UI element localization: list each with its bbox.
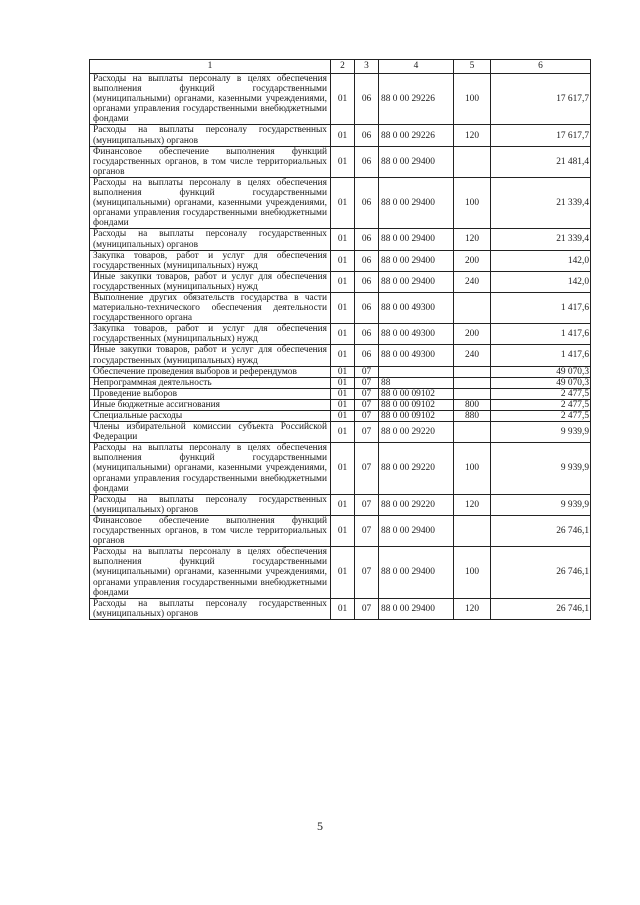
row-subsection-cell: 07	[355, 399, 379, 410]
row-subsection-cell: 07	[355, 547, 379, 598]
row-target-article-cell: 88 0 00 09102	[379, 399, 454, 410]
row-name-cell: Обеспечение проведения выборов и референдумов	[90, 366, 331, 377]
table-row	[90, 515, 591, 546]
row-amount-cell: 2 477,5	[491, 388, 591, 399]
table-row	[90, 125, 591, 146]
row-expense-type-cell: 240	[454, 271, 491, 292]
page-number: 5	[317, 819, 323, 833]
row-expense-type-cell: 120	[454, 598, 491, 619]
row-name-cell: Расходы на выплаты персоналу в целях обеспечения выполнения функций государственными (муниципальными) органами, казенными учреждениями, органами управления государственными внебюджетными фондами	[90, 547, 331, 598]
row-amount-cell: 142,0	[491, 271, 591, 292]
row-expense-type-cell	[454, 292, 491, 323]
table-row	[90, 250, 591, 271]
row-subsection-cell: 07	[355, 443, 379, 494]
row-expense-type-cell: 120	[454, 229, 491, 250]
row-target-article-cell: 88 0 00 29400	[379, 515, 454, 546]
row-section-cell: 01	[331, 229, 355, 250]
row-name-cell: Иные бюджетные ассигнования	[90, 399, 331, 410]
row-target-article-cell: 88 0 00 29220	[379, 422, 454, 443]
row-expense-type-cell: 880	[454, 411, 491, 422]
row-name-cell: Финансовое обеспечение выполнения функций государственных органов, в том числе территориальных органов	[90, 515, 331, 546]
row-expense-type-cell: 240	[454, 345, 491, 366]
row-expense-type-cell: 200	[454, 250, 491, 271]
row-name-cell: Иные закупки товаров, работ и услуг для обеспечения государственных (муниципальных) нужд	[90, 271, 331, 292]
row-amount-cell: 9 939,9	[491, 422, 591, 443]
row-section-cell: 01	[331, 547, 355, 598]
table-row	[90, 146, 591, 177]
row-name-cell: Расходы на выплаты персоналу в целях обеспечения выполнения функций государственными (муниципальными) органами, казенными учреждениями, органами управления государственными внебюджетными фондами	[90, 443, 331, 494]
row-section-cell: 01	[331, 399, 355, 410]
row-amount-cell: 2 477,5	[491, 411, 591, 422]
row-subsection-cell: 07	[355, 411, 379, 422]
row-section-cell: 01	[331, 250, 355, 271]
header-col-2: 2	[331, 60, 355, 74]
table-row	[90, 388, 591, 399]
row-amount-cell: 21 339,4	[491, 229, 591, 250]
row-section-cell: 01	[331, 271, 355, 292]
table-row	[90, 74, 591, 125]
row-target-article-cell: 88 0 00 29400	[379, 177, 454, 228]
row-amount-cell: 17 617,7	[491, 74, 591, 125]
row-subsection-cell: 07	[355, 598, 379, 619]
row-target-article-cell: 88 0 00 09102	[379, 411, 454, 422]
row-amount-cell: 26 746,1	[491, 547, 591, 598]
row-subsection-cell: 07	[355, 515, 379, 546]
table-row	[90, 443, 591, 494]
table-row	[90, 366, 591, 377]
table-header-row	[90, 60, 591, 74]
table-row	[90, 494, 591, 515]
row-target-article-cell: 88 0 00 09102	[379, 388, 454, 399]
row-subsection-cell: 06	[355, 146, 379, 177]
table-body	[90, 60, 591, 620]
row-target-article-cell: 88 0 00 49300	[379, 345, 454, 366]
row-section-cell: 01	[331, 377, 355, 388]
row-section-cell: 01	[331, 345, 355, 366]
row-subsection-cell: 06	[355, 324, 379, 345]
row-subsection-cell: 07	[355, 366, 379, 377]
row-amount-cell: 1 417,6	[491, 345, 591, 366]
row-name-cell: Расходы на выплаты персоналу государственных (муниципальных) органов	[90, 125, 331, 146]
row-name-cell: Расходы на выплаты персоналу в целях обеспечения выполнения функций государственными (муниципальными) органами, казенными учреждениями, органами управления государственными внебюджетными фондами	[90, 74, 331, 125]
header-col-6: 6	[491, 60, 591, 74]
row-name-cell: Непрограммная деятельность	[90, 377, 331, 388]
table-row	[90, 292, 591, 323]
row-amount-cell: 9 939,9	[491, 443, 591, 494]
row-name-cell: Расходы на выплаты персоналу государственных (муниципальных) органов	[90, 598, 331, 619]
table-row	[90, 324, 591, 345]
row-name-cell: Финансовое обеспечение выполнения функций государственных органов, в том числе территориальных органов	[90, 146, 331, 177]
row-section-cell: 01	[331, 494, 355, 515]
row-name-cell: Члены избирательной комиссии субъекта Российской Федерации	[90, 422, 331, 443]
row-amount-cell: 9 939,9	[491, 494, 591, 515]
row-expense-type-cell: 120	[454, 125, 491, 146]
row-amount-cell: 1 417,6	[491, 292, 591, 323]
table-row	[90, 345, 591, 366]
row-amount-cell: 2 477,5	[491, 399, 591, 410]
row-amount-cell: 21 481,4	[491, 146, 591, 177]
row-name-cell: Выполнение других обязательств государства в части материально-технического обеспечения деятельности государственного органа	[90, 292, 331, 323]
table-row	[90, 399, 591, 410]
row-amount-cell: 142,0	[491, 250, 591, 271]
table-row	[90, 271, 591, 292]
row-target-article-cell: 88 0 00 49300	[379, 292, 454, 323]
row-name-cell: Проведение выборов	[90, 388, 331, 399]
row-expense-type-cell: 100	[454, 443, 491, 494]
row-name-cell: Иные закупки товаров, работ и услуг для обеспечения государственных (муниципальных) нужд	[90, 345, 331, 366]
row-amount-cell: 26 746,1	[491, 515, 591, 546]
row-amount-cell: 26 746,1	[491, 598, 591, 619]
table-row	[90, 411, 591, 422]
row-section-cell: 01	[331, 388, 355, 399]
row-target-article-cell: 88 0 00 49300	[379, 324, 454, 345]
row-expense-type-cell	[454, 422, 491, 443]
row-subsection-cell: 07	[355, 494, 379, 515]
table-row	[90, 177, 591, 228]
row-target-article-cell: 88 0 00 29400	[379, 547, 454, 598]
row-section-cell: 01	[331, 292, 355, 323]
row-section-cell: 01	[331, 422, 355, 443]
row-target-article-cell: 88 0 00 29400	[379, 598, 454, 619]
header-col-4: 4	[379, 60, 454, 74]
header-col-3: 3	[355, 60, 379, 74]
row-section-cell: 01	[331, 146, 355, 177]
row-expense-type-cell	[454, 146, 491, 177]
row-section-cell: 01	[331, 515, 355, 546]
table-row	[90, 229, 591, 250]
row-section-cell: 01	[331, 598, 355, 619]
row-subsection-cell: 07	[355, 388, 379, 399]
row-amount-cell: 17 617,7	[491, 125, 591, 146]
table-row	[90, 377, 591, 388]
row-amount-cell: 49 070,3	[491, 366, 591, 377]
header-col-1: 1	[90, 60, 331, 74]
row-section-cell: 01	[331, 443, 355, 494]
row-name-cell: Закупка товаров, работ и услуг для обеспечения государственных (муниципальных) нужд	[90, 250, 331, 271]
row-target-article-cell: 88 0 00 29400	[379, 229, 454, 250]
row-expense-type-cell	[454, 366, 491, 377]
row-subsection-cell: 06	[355, 125, 379, 146]
row-expense-type-cell: 100	[454, 177, 491, 228]
table-row	[90, 547, 591, 598]
row-section-cell: 01	[331, 125, 355, 146]
row-section-cell: 01	[331, 74, 355, 125]
row-amount-cell: 21 339,4	[491, 177, 591, 228]
header-col-5: 5	[454, 60, 491, 74]
row-target-article-cell: 88 0 00 29220	[379, 494, 454, 515]
row-section-cell: 01	[331, 366, 355, 377]
row-amount-cell: 49 070,3	[491, 377, 591, 388]
row-target-article-cell: 88 0 00 29226	[379, 74, 454, 125]
row-expense-type-cell: 100	[454, 547, 491, 598]
row-target-article-cell	[379, 366, 454, 377]
row-target-article-cell: 88 0 00 29220	[379, 443, 454, 494]
row-section-cell: 01	[331, 324, 355, 345]
row-expense-type-cell	[454, 388, 491, 399]
row-subsection-cell: 07	[355, 377, 379, 388]
row-subsection-cell: 06	[355, 271, 379, 292]
row-name-cell: Специальные расходы	[90, 411, 331, 422]
row-target-article-cell: 88 0 00 29226	[379, 125, 454, 146]
row-subsection-cell: 06	[355, 229, 379, 250]
budget-table	[89, 59, 591, 620]
table-row	[90, 422, 591, 443]
row-name-cell: Расходы на выплаты персоналу государственных (муниципальных) органов	[90, 494, 331, 515]
row-amount-cell: 1 417,6	[491, 324, 591, 345]
row-section-cell: 01	[331, 411, 355, 422]
row-target-article-cell: 88 0 00 29400	[379, 271, 454, 292]
row-expense-type-cell	[454, 515, 491, 546]
row-name-cell: Закупка товаров, работ и услуг для обеспечения государственных (муниципальных) нужд	[90, 324, 331, 345]
row-section-cell: 01	[331, 177, 355, 228]
row-subsection-cell: 06	[355, 250, 379, 271]
row-subsection-cell: 07	[355, 422, 379, 443]
row-name-cell: Расходы на выплаты персоналу государственных (муниципальных) органов	[90, 229, 331, 250]
row-subsection-cell: 06	[355, 292, 379, 323]
row-expense-type-cell: 100	[454, 74, 491, 125]
row-expense-type-cell: 800	[454, 399, 491, 410]
table-row	[90, 598, 591, 619]
row-subsection-cell: 06	[355, 177, 379, 228]
row-subsection-cell: 06	[355, 74, 379, 125]
row-expense-type-cell	[454, 377, 491, 388]
row-target-article-cell: 88 0 00 29400	[379, 146, 454, 177]
row-target-article-cell: 88	[379, 377, 454, 388]
row-expense-type-cell: 200	[454, 324, 491, 345]
row-target-article-cell: 88 0 00 29400	[379, 250, 454, 271]
row-expense-type-cell: 120	[454, 494, 491, 515]
row-name-cell: Расходы на выплаты персоналу в целях обеспечения выполнения функций государственными (муниципальными) органами, казенными учреждениями, органами управления государственными внебюджетными фондами	[90, 177, 331, 228]
row-subsection-cell: 06	[355, 345, 379, 366]
